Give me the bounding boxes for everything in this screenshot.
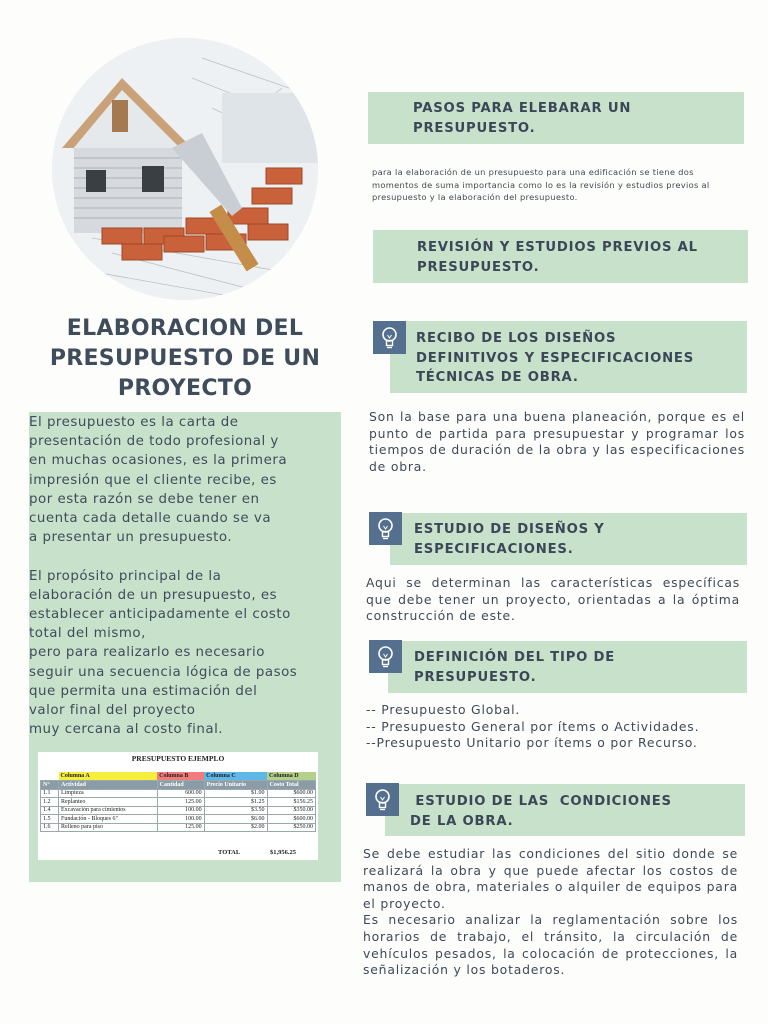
lightbulb-icon [373, 321, 406, 354]
column-tag-a: Columna A [59, 772, 158, 781]
table-row [41, 798, 316, 807]
table-row [41, 823, 316, 832]
table-cell: 1.4 [41, 806, 59, 815]
table-cell: $1.25 [204, 798, 267, 807]
table-cell: 125.00 [157, 823, 204, 832]
section-title: RECIBO DE LOS DISEÑOS DEFINITIVOS Y ESPECIFICACIONES TÉCNICAS DE OBRA. [416, 331, 695, 385]
lightbulb-icon [369, 512, 402, 545]
table-cell: Limpieza [59, 789, 158, 798]
lightbulb-icon [369, 640, 402, 673]
table-cell: 1.6 [41, 823, 59, 832]
page-title: ELABORACION DEL PRESUPUESTO DE UN PROYECTO [49, 316, 321, 401]
table-cell: 1.1 [41, 789, 59, 798]
column-tag-d: Columna D [267, 772, 315, 781]
section-title: ESTUDIO DE LAS CONDICIONES DE LA OBRA. [410, 794, 672, 829]
table-cell: 1.2 [41, 798, 59, 807]
table-row [41, 815, 316, 824]
table-cell: $6.00 [204, 815, 267, 824]
section-text: -- Presupuesto Global. -- Presupuesto General por ítems o Actividades. --Presupuesto Unitario por ítems o por Recurso. [366, 702, 700, 751]
table-cell: 600.00 [157, 789, 204, 798]
table-cell: Replanteo [59, 798, 158, 807]
steps-intro-text: para la elaboración de un presupuesto para una edificación se tiene dos momentos de suma importancia como lo es la revisión y estudios previos al presupuesto y la elaboración del presupuesto. [372, 167, 710, 203]
table-cell: $1.00 [204, 789, 267, 798]
section-text: Aqui se determinan las características específicas que debe tener un proyecto, orientadas a la óptima construcción de este. [366, 575, 740, 624]
section-text: Se debe estudiar las condiciones del sitio donde se realizará la obra y que puede afectar los costos de manos de obra, materiales o alquiler de equipos para el proyecto. Es necesario analizar la reglamentación sobre los horarios de trabajo, el tránsito, la circulación de vehículos pesados, la colocación de protecciones, la señalización y los botaderos. [363, 846, 738, 978]
table-cell: $156.25 [267, 798, 315, 807]
table-cell: Relleno para piso [59, 823, 158, 832]
table-cell: 1.5 [41, 815, 59, 824]
budget-total-label: TOTAL [218, 849, 241, 856]
lightbulb-icon [366, 783, 399, 816]
budget-total-value: $1,956.25 [270, 849, 296, 856]
table-cell: Excavación para cimientos [59, 806, 158, 815]
table-cell: 100.00 [157, 806, 204, 815]
table-header: Actividad [59, 781, 158, 790]
table-row [41, 806, 316, 815]
hero-house-image [52, 38, 318, 300]
budget-example-table [38, 752, 318, 860]
section-title: ESTUDIO DE DISEÑOS Y ESPECIFICACIONES. [414, 522, 605, 557]
table-cell: 100.00 [157, 815, 204, 824]
table-cell: $600.00 [267, 789, 315, 798]
column-tag-b: Columna B [157, 772, 204, 781]
table-cell: 125.00 [157, 798, 204, 807]
budget-table-grid [40, 772, 316, 832]
table-row [41, 789, 316, 798]
table-header: N° [41, 781, 59, 790]
table-header: Precio Unitario [204, 781, 267, 790]
section-title: DEFINICIÓN DEL TIPO DE PRESUPUESTO. [414, 650, 616, 685]
table-cell: $250.00 [267, 823, 315, 832]
steps-title: PASOS PARA ELEBARAR UN PRESUPUESTO. [413, 101, 632, 136]
intro-text: El presupuesto es la carta de presentación de todo profesional y en muchas ocasiones, es la primera impresión que el cliente recibe, es por esta razón se debe tener en cuenta cada detalle cuando se va a presentar un presupuesto. El propósito principal de la elaboración de un presupuesto, es establecer anticipadamente el costo total del mismo, pero para realizarlo es necesario seguir una secuencia lógica de pasos que permita una estimación del valor final del proyecto muy cercana al costo final. [29, 415, 298, 738]
section-text: Son la base para una buena planeación, porque es el punto de partida para presupuestar y programar los tiempos de duración de la obra y las especificaciones de obra. [369, 409, 745, 474]
column-tag-c: Columna C [204, 772, 267, 781]
review-title: REVISIÓN Y ESTUDIOS PREVIOS AL PRESUPUESTO. [417, 240, 698, 275]
budget-table-title: PRESUPUESTO EJEMPLO [131, 754, 225, 763]
table-cell: $2.00 [204, 823, 267, 832]
table-cell: $3.50 [204, 806, 267, 815]
table-header: Cantidad [157, 781, 204, 790]
table-cell: $350.00 [267, 806, 315, 815]
table-header: Costo Total [267, 781, 315, 790]
table-cell: $600.00 [267, 815, 315, 824]
table-cell: Fundación - Bloques 6" [59, 815, 158, 824]
